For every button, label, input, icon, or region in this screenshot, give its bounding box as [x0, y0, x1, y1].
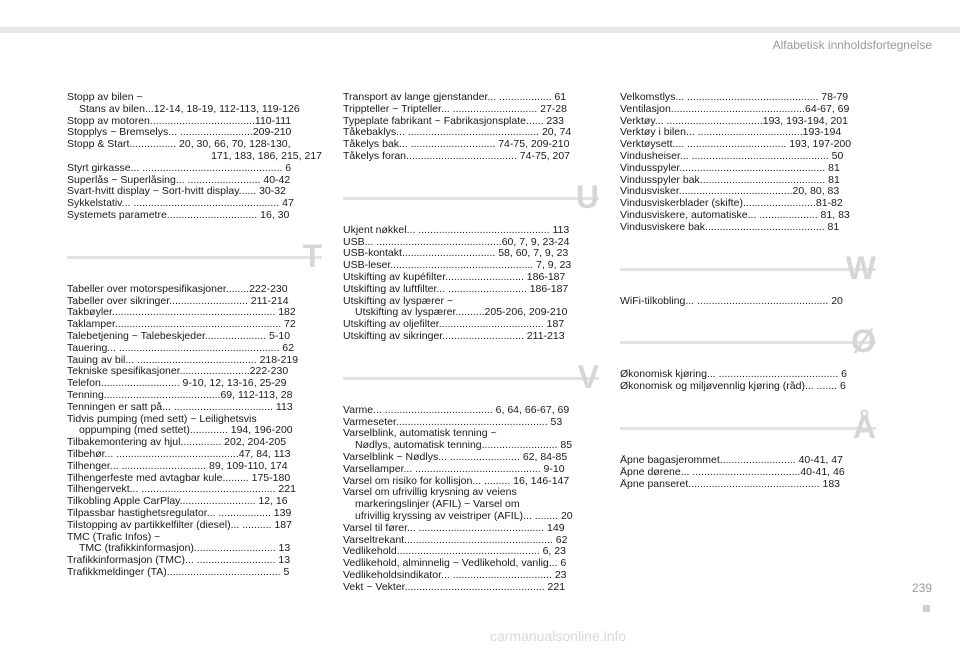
index-entry: Velkomstlys... ............................................. 78-79 — [620, 92, 849, 103]
section-letter: Å — [852, 408, 876, 445]
index-entry: Vindusviskere bak......................................... 81 — [620, 221, 840, 233]
section-letter: T — [302, 237, 322, 274]
index-entry: Varsel til fører... ........................................... 149 — [343, 522, 565, 534]
letter-divider — [67, 236, 322, 280]
entry-group — [343, 405, 599, 594]
index-entry: Økonomisk kjøring... ......................................... 6 — [620, 369, 847, 381]
divider-rule — [343, 377, 599, 380]
index-entry: Vedlikehold................................................. 6, 23 — [343, 546, 566, 558]
index-entry: Stopplys ~ Bremselys... .........................209-210 — [67, 127, 292, 139]
index-entry: Tilpassbar hastighetsregulator... .................. 139 — [67, 507, 292, 519]
index-entry: Tilbehør... ..........................................47, 84, 113 — [67, 448, 291, 460]
index-entry: oppumping (med settet)............. 194, 196-200 — [79, 425, 293, 437]
index-entry: Utskifting av lyspærer..........205-206, 209-210 — [355, 307, 568, 319]
index-entry: Verktøysett.... .................................. 193, 197-200 — [620, 139, 852, 151]
entry-group — [343, 225, 599, 343]
entry-group — [343, 92, 599, 163]
index-entry: Trafikkmeldinger (TA)....................................... 5 — [67, 566, 290, 578]
index-entry: Trippteller ~ Tripteller... ............................. 27-28 — [343, 103, 567, 115]
index-entry: Utskifting av kupéfilter........................... 186-187 — [343, 271, 566, 283]
index-entry: Tåkebaklys... ............................................. 20, 74 — [343, 127, 572, 139]
index-entry: Tekniske spesifikasjoner........................222-230 — [67, 366, 289, 378]
index-entry: Varselblink ~ Nødlys... ........................ 62, 84-85 — [343, 451, 568, 463]
index-entry: Vindusspyler bak........................................... 81 — [620, 174, 840, 186]
index-entry: Systemets parametre............................... 16, 30 — [67, 209, 290, 221]
divider-rule — [620, 341, 876, 344]
index-entry: Vindusviskerblader (skifte).........................81-82 — [620, 198, 843, 210]
section-letter: W — [845, 249, 876, 286]
letter-divider — [620, 407, 876, 451]
index-entry: Tilstopping av partikkelfilter (diesel)... .......... 187 — [67, 519, 292, 531]
index-entry: Tilhenger... ............................. 89, 109-110, 174 — [67, 460, 288, 472]
letter-divider — [620, 248, 876, 292]
index-entry: USB-leser................................................. 7, 9, 23 — [343, 260, 572, 272]
index-entry: Åpne bagasjerommet.......................... 40-41, 47 — [620, 454, 843, 466]
header-rule — [0, 27, 960, 33]
index-entry: Vindusvisker.......................................20, 80, 83 — [620, 186, 840, 198]
index-entry: Tauering... ....................................................... 62 — [67, 342, 294, 354]
index-entry: Tabeller over sikringer........................... 211-214 — [67, 295, 289, 307]
index-entry: USB... ...........................................60, 7, 9, 23-24 — [343, 236, 570, 248]
entry-group — [620, 296, 876, 308]
index-entry: Superlås ~ Superlåsing... ......................... 40-42 — [67, 174, 291, 186]
index-entry: Åpne dørene... .....................................40-41, 46 — [620, 466, 845, 478]
index-entry: Utskifting av sikringer............................ 211-213 — [343, 330, 565, 342]
index-entry: Tilkobling Apple CarPlay.......................... 12, 16 — [67, 496, 288, 508]
index-entry: Stopp & Start................ 20, 30, 66, 70, 128-130, — [67, 139, 291, 151]
index-entry: Ukjent nøkkel... ............................................. 113 — [343, 224, 570, 236]
letter-divider — [620, 321, 876, 365]
index-column-2 — [343, 92, 599, 594]
index-entry: Tåkelys foran...................................... 74-75, 207 — [343, 150, 571, 162]
divider-rule — [343, 197, 599, 200]
letter-divider — [343, 357, 599, 401]
index-entry: Trafikkinformasjon (TMC)... ........................... 13 — [67, 555, 291, 567]
watermark — [0, 622, 960, 649]
index-entry: Tilbakemontering av hjul.............. 202, 204-205 — [67, 437, 287, 449]
index-column-3 — [620, 92, 876, 490]
index-entry: USB-kontakt................................ 58, 60, 7, 9, 23 — [343, 248, 569, 260]
index-entry: Svart-hvitt display ~ Sort-hvitt display...... 30-32 — [67, 186, 286, 198]
index-entry: Tilhengerfeste med avtagbar kule......... 175-180 — [67, 472, 291, 484]
index-entry: Tåkelys bak... ............................. 74-75, 209-210 — [343, 139, 570, 151]
section-letter: U — [575, 178, 599, 215]
index-entry: Varselblink, automatisk tenning ~ — [343, 428, 497, 440]
index-column-1 — [67, 92, 322, 579]
index-entry: Transport av lange gjenstander... .................. 61 — [343, 92, 567, 103]
entry-group — [620, 369, 876, 393]
index-entry: Styrt girkasse... ................................................ 6 — [67, 162, 292, 174]
index-entry: Ventilasjon..............................................64-67, 69 — [620, 103, 850, 115]
index-entry: Varsel om ufrivillig krysning av veiens — [343, 487, 517, 499]
index-entry: Varseltrekant................................................... 62 — [343, 534, 568, 546]
index-entry: Typeplate fabrikant ~ Fabrikasjonsplate...... 233 — [343, 115, 564, 127]
index-entry: Stans av bilen...12-14, 18-19, 112-113, 119-126 — [79, 103, 300, 115]
index-entry: Tilhengervekt... .............................................. 221 — [67, 484, 296, 496]
index-entry: Sykkelstativ... .................................................. 47 — [67, 198, 294, 210]
entry-group — [620, 92, 876, 234]
index-entry: Nødlys, automatisk tenning.......................... 85 — [355, 440, 573, 452]
index-entry: Takbøyler........................................................ 182 — [67, 307, 296, 319]
divider-rule — [620, 427, 876, 430]
index-entry: Varmeseter.................................................... 53 — [343, 416, 563, 428]
index-entry: Taklamper......................................................... 72 — [67, 319, 296, 331]
letter-divider — [343, 177, 599, 221]
page-title: Alfabetisk innholdsfortegnelse — [772, 38, 932, 52]
index-entry: ufrivillig kryssing av veistriper (AFIL)... ........ 20 — [355, 510, 573, 522]
section-letter: Ø — [851, 323, 876, 360]
index-entry: Vedlikeholdsindikator... .................................. 23 — [343, 569, 567, 581]
index-entry: 171, 183, 186, 215, 217 — [211, 150, 322, 162]
index-entry: Vedlikehold, alminnelig ~ Vedlikehold, vanlig... 6 — [343, 558, 567, 570]
index-entry: Vindusspyler.................................................. 81 — [620, 162, 840, 174]
index-entry: Tabeller over motorspesifikasjoner........222-230 — [67, 283, 288, 295]
index-entry: Utskifting av oljefilter.................................... 187 — [343, 319, 565, 331]
index-entry: Tenning........................................69, 112-113, 28 — [67, 389, 293, 401]
index-entry: Utskifting av lyspærer ~ — [343, 295, 453, 307]
index-entry: Tidvis pumping (med sett) ~ Leilighetsvis — [67, 413, 257, 425]
index-entry: Stopp av bilen ~ — [67, 92, 143, 103]
entry-group — [67, 284, 322, 579]
index-entry: Økonomisk og miljøvennlig kjøring (råd)... ....... 6 — [620, 381, 846, 393]
watermark-text: carmanualsonline.info — [490, 628, 627, 644]
divider-rule — [67, 256, 322, 259]
index-entry: Vindusviskere, automatiske... .................... 81, 83 — [620, 209, 850, 221]
index-entry: Varsellamper... ........................................... 9-10 — [343, 463, 565, 475]
divider-rule — [620, 268, 876, 271]
index-entry: Telefon........................... 9-10, 12, 13-16, 25-29 — [67, 378, 287, 390]
section-letter: V — [577, 358, 599, 395]
index-entry: Vekt ~ Vekter................................................ 221 — [343, 581, 566, 593]
index-entry: Åpne panseret............................................. 183 — [620, 478, 841, 490]
index-entry: WiFi-tilkobling... ............................................. 20 — [620, 295, 843, 307]
index-entry: Verktøy i bilen... ....................................193-194 — [620, 127, 842, 139]
index-entry: Vindusheiser... ............................................... 50 — [620, 150, 844, 162]
index-entry: TMC (Trafic Infos) ~ — [67, 531, 161, 543]
entry-group — [67, 92, 322, 222]
index-entry: Tenningen er satt på... .................................. 113 — [67, 401, 293, 413]
entry-group — [620, 455, 876, 490]
index-entry: Utskifting av luftfilter... ........................... 186-187 — [343, 283, 569, 295]
index-entry: TMC (trafikkinformasjon)............................ 13 — [79, 543, 291, 555]
index-entry: Varsel om risiko for kollisjon... ......... 16, 146-147 — [343, 475, 570, 487]
corner-marker — [923, 605, 930, 612]
page-number: 239 — [911, 581, 932, 595]
index-entry: markeringslinjer (AFIL) ~ Varsel om — [355, 499, 520, 511]
index-entry: Tauing av bil... ......................................... 218-219 — [67, 354, 299, 366]
header-bar — [0, 0, 960, 30]
index-entry: Talebetjening ~ Talebeskjeder..................... 5-10 — [67, 330, 291, 342]
index-entry: Verktøy... .................................193, 193-194, 201 — [620, 115, 848, 127]
index-entry: Varme... ..................................... 6, 64, 66-67, 69 — [343, 404, 570, 416]
index-entry: Stopp av motoren....................................110-111 — [67, 115, 292, 127]
